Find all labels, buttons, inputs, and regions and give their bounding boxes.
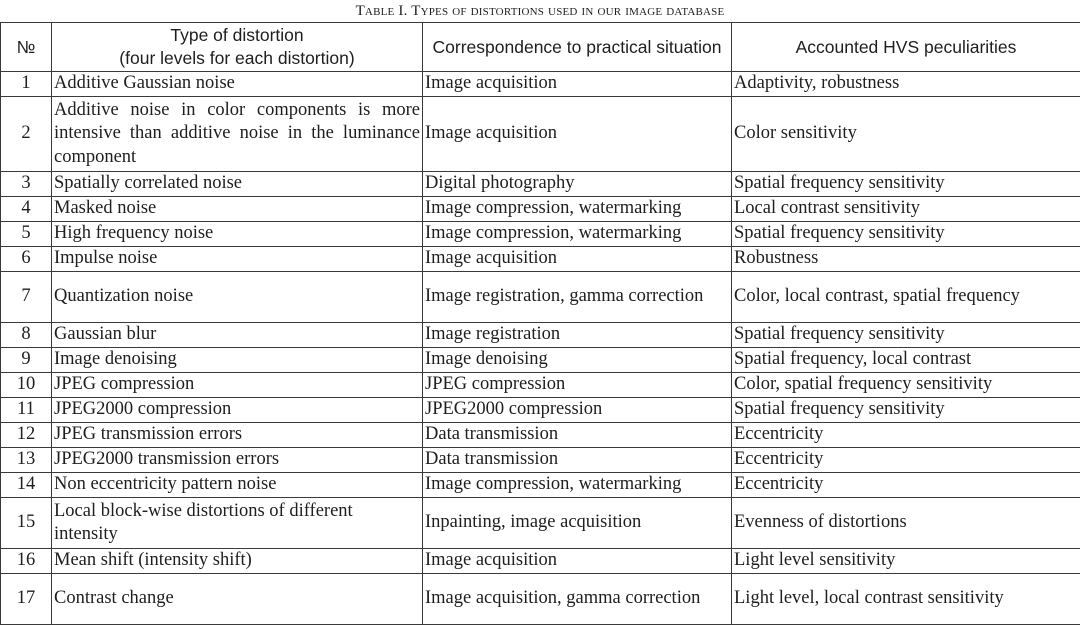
cell-hvs-peculiarities: Adaptivity, robustness [732, 72, 1080, 97]
cell-correspondence: JPEG2000 compression [423, 398, 732, 423]
cell-type-of-distortion: High frequency noise [52, 222, 423, 247]
table-row [1, 498, 1080, 549]
cell-number: 12 [1, 423, 52, 448]
cell-correspondence: JPEG compression [423, 373, 732, 398]
cell-hvs-peculiarities: Eccentricity [732, 473, 1080, 498]
cell-hvs-peculiarities: Spatial frequency, local contrast [732, 348, 1080, 373]
cell-correspondence: Image acquisition [423, 72, 732, 97]
cell-hvs-peculiarities: Evenness of distortions [732, 498, 1080, 549]
cell-type-of-distortion: Mean shift (intensity shift) [52, 549, 423, 574]
cell-type-of-distortion: Masked noise [52, 197, 423, 222]
cell-correspondence: Image compression, watermarking [423, 473, 732, 498]
table-row [1, 574, 1080, 625]
cell-correspondence: Image registration, gamma correction [423, 272, 732, 323]
cell-number: 16 [1, 549, 52, 574]
table-row [1, 348, 1080, 373]
cell-correspondence: Image acquisition [423, 247, 732, 272]
header-number: № [1, 23, 52, 72]
cell-hvs-peculiarities: Spatial frequency sensitivity [732, 172, 1080, 197]
cell-number: 4 [1, 197, 52, 222]
cell-hvs-peculiarities: Spatial frequency sensitivity [732, 398, 1080, 423]
cell-type-of-distortion: Spatially correlated noise [52, 172, 423, 197]
header-correspondence: Correspondence to practical situation [423, 23, 732, 72]
cell-type-of-distortion: Gaussian blur [52, 323, 423, 348]
cell-number: 15 [1, 498, 52, 549]
cell-number: 9 [1, 348, 52, 373]
header-hvs-peculiarities: Accounted HVS peculiarities [732, 23, 1080, 72]
cell-type-of-distortion: Quantization noise [52, 272, 423, 323]
cell-hvs-peculiarities: Local contrast sensitivity [732, 197, 1080, 222]
table-row [1, 448, 1080, 473]
cell-number: 8 [1, 323, 52, 348]
table-header-row [1, 23, 1080, 72]
table-row [1, 473, 1080, 498]
table-row [1, 247, 1080, 272]
header-type-of-distortion [52, 23, 423, 72]
cell-hvs-peculiarities: Spatial frequency sensitivity [732, 323, 1080, 348]
table-row [1, 272, 1080, 323]
cell-number: 3 [1, 172, 52, 197]
table-row [1, 72, 1080, 97]
header-type-line-2: (four levels for each distortion) [54, 47, 420, 70]
cell-number: 13 [1, 448, 52, 473]
cell-hvs-peculiarities: Spatial frequency sensitivity [732, 222, 1080, 247]
table-row [1, 222, 1080, 247]
table-row [1, 373, 1080, 398]
cell-type-of-distortion: JPEG2000 transmission errors [52, 448, 423, 473]
distortion-types-table [0, 22, 1080, 625]
cell-type-of-distortion: Impulse noise [52, 247, 423, 272]
cell-hvs-peculiarities: Color, local contrast, spatial frequency [732, 272, 1080, 323]
cell-number: 1 [1, 72, 52, 97]
cell-hvs-peculiarities: Light level sensitivity [732, 549, 1080, 574]
cell-number: 14 [1, 473, 52, 498]
table-caption: Table I. Types of distortions used in our image database [0, 0, 1080, 22]
cell-correspondence: Data transmission [423, 448, 732, 473]
cell-number: 6 [1, 247, 52, 272]
cell-type-of-distortion: JPEG compression [52, 373, 423, 398]
cell-correspondence: Inpainting, image acquisition [423, 498, 732, 549]
cell-correspondence: Data transmission [423, 423, 732, 448]
cell-number: 7 [1, 272, 52, 323]
table-row [1, 423, 1080, 448]
cell-hvs-peculiarities: Eccentricity [732, 423, 1080, 448]
cell-correspondence: Image acquisition [423, 97, 732, 172]
cell-type-of-distortion: Image denoising [52, 348, 423, 373]
cell-correspondence: Image acquisition [423, 549, 732, 574]
cell-hvs-peculiarities: Color sensitivity [732, 97, 1080, 172]
cell-hvs-peculiarities: Light level, local contrast sensitivity [732, 574, 1080, 625]
cell-correspondence: Digital photography [423, 172, 732, 197]
header-type-line-1: Type of distortion [54, 24, 420, 47]
cell-correspondence: Image denoising [423, 348, 732, 373]
cell-correspondence: Image registration [423, 323, 732, 348]
cell-number: 10 [1, 373, 52, 398]
cell-number: 11 [1, 398, 52, 423]
cell-type-of-distortion: Contrast change [52, 574, 423, 625]
table-row [1, 172, 1080, 197]
table-row [1, 549, 1080, 574]
cell-correspondence: Image compression, watermarking [423, 197, 732, 222]
cell-number: 2 [1, 97, 52, 172]
cell-hvs-peculiarities: Color, spatial frequency sensitivity [732, 373, 1080, 398]
cell-type-of-distortion: Additive Gaussian noise [52, 72, 423, 97]
cell-type-of-distortion: JPEG transmission errors [52, 423, 423, 448]
cell-type-of-distortion: JPEG2000 compression [52, 398, 423, 423]
cell-type-of-distortion: Non eccentricity pattern noise [52, 473, 423, 498]
cell-number: 17 [1, 574, 52, 625]
table-row [1, 97, 1080, 172]
cell-hvs-peculiarities: Eccentricity [732, 448, 1080, 473]
cell-hvs-peculiarities: Robustness [732, 247, 1080, 272]
table-row [1, 398, 1080, 423]
table-row [1, 323, 1080, 348]
cell-correspondence: Image acquisition, gamma correction [423, 574, 732, 625]
table-row [1, 197, 1080, 222]
cell-type-of-distortion: Local block-wise distortions of different intensity [52, 498, 423, 549]
cell-number: 5 [1, 222, 52, 247]
cell-correspondence: Image compression, watermarking [423, 222, 732, 247]
cell-type-of-distortion: Additive noise in color components is more intensive than additive noise in the luminance component [52, 97, 423, 172]
